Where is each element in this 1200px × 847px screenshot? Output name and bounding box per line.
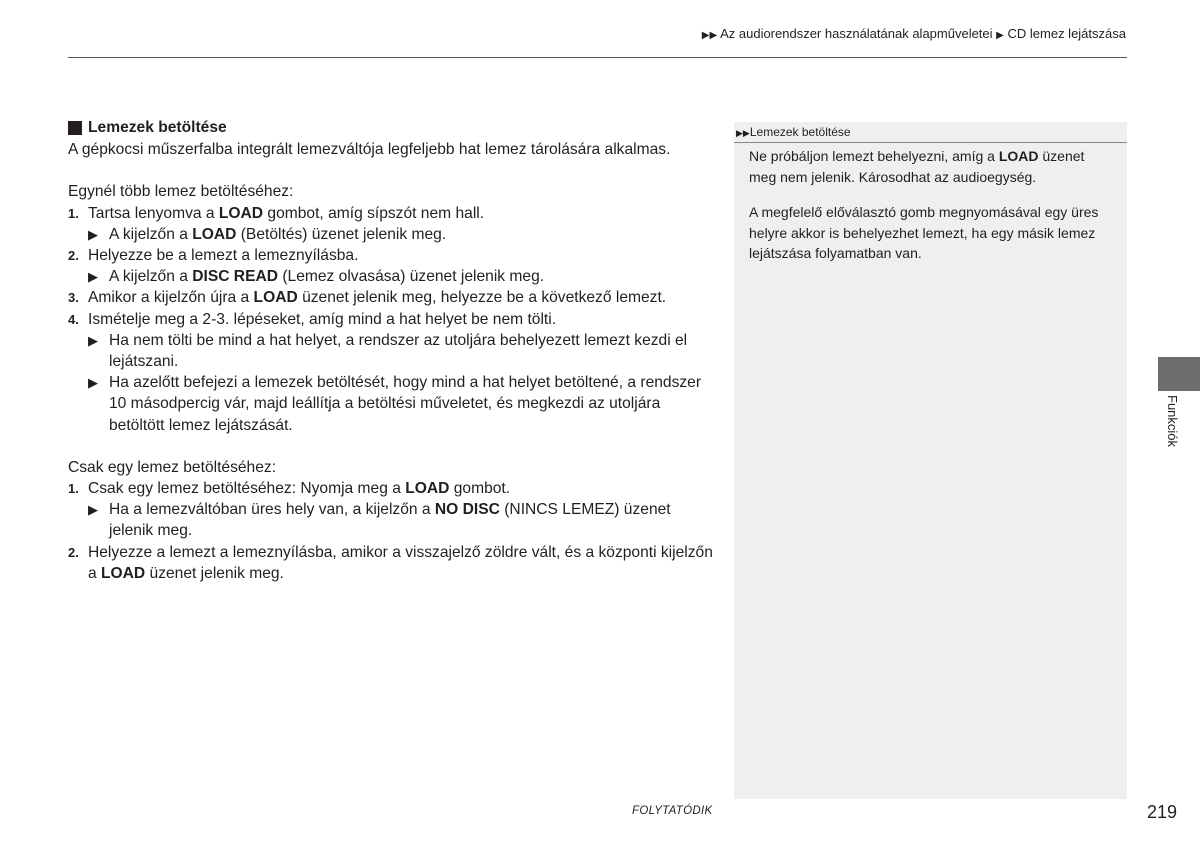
list-item: 1. Tartsa lenyomva a LOAD gombot, amíg sípszót nem hall. ▶ A kijelzőn a LOAD (Betöltés) üzenet jelenik meg. [68,203,718,245]
header-divider [68,57,1127,58]
chapter-label: Funkciók [1165,395,1180,448]
triangle-icon: ▶ [996,30,1004,41]
double-triangle-icon: ▶▶ [701,30,718,41]
list-item: 2. Helyezze a lemezt a lemeznyílásba, amikor a visszajelző zöldre vált, és a központi kijelzőn a LOAD üzenet jelenik meg. [68,543,713,582]
page-number: 219 [1147,802,1178,822]
reference-icon: ▶▶ [736,128,750,138]
arrow-icon: ▶ [88,226,98,242]
single-steps [68,478,718,584]
arrow-icon: ▶ [88,502,98,518]
sub-item: ▶ Ha a lemezváltóban üres hely van, a kijelzőn a NO DISC (NINCS LEMEZ) üzenet jelenik meg. [88,501,671,540]
sidebar-notes [734,122,1127,799]
list-item: 1. Csak egy lemez betöltéséhez: Nyomja meg a LOAD gombot. ▶ Ha a lemezváltóban üres hely van, a kijelzőn a NO DISC (NINCS LEMEZ) üzenet jelenik meg. [68,478,718,542]
arrow-icon: ▶ [88,332,98,348]
main-content [68,117,718,584]
sub-item: ▶ Ha azelőtt befejezi a lemezek betöltését, hogy mind a hat helyet betöltené, a rendszer 10 másodpercig vár, majd leállítja a betöltési műveletet, és megkezdi az utoljára betöltött lemez lejátszását. [88,374,702,434]
list-item: 2. Helyezze be a lemezt a lemeznyílásba. ▶ A kijelzőn a DISC READ (Lemez olvasása) üzenet jelenik meg. [68,245,718,287]
sub-item: ▶ Ha nem tölti be mind a hat helyet, a rendszer az utoljára behelyezett lemezt kezdi el lejátszani. [88,331,688,371]
breadcrumb [702,26,1126,41]
multi-steps [68,203,718,436]
list-item: 4. Ismételje meg a 2-3. lépéseket, amíg mind a hat helyet be nem tölti. ▶ Ha nem tölti be mind a hat helyet, a rendszer az utoljára behelyezett lemezt kezdi el lejátszani. ▶ Ha azelőtt befejezi a lemezek betöltését, hogy mind a hat helyet betöltené, a rendszer 10 másodpercig vár, majd leállítja a betöltési műveletet, és megkezdi az utoljára betöltött lemez lejátszását. [68,309,718,436]
sidebar-note: A megfelelő előválasztó gomb megnyomásával egy üres helyre akkor is behelyezhet lemezt, ha egy másik lemez lejátszása folyamatban van. [749,204,1099,261]
arrow-icon: ▶ [88,375,98,391]
continues-label: FOLYTATÓDIK [632,805,713,817]
arrow-icon: ▶ [88,269,98,285]
sidebar-header: ▶▶Lemezek betöltése [734,122,1127,143]
sidebar-note: Ne próbáljon lemezt behelyezni, amíg a LOAD üzenet meg nem jelenik. Károsodhat az audioegység. [749,148,1085,185]
section-title: Lemezek betöltése [68,117,718,138]
intro-text: A gépkocsi műszerfalba integrált lemezváltója legfeljebb hat lemez tárolására alkalmas. [68,141,671,159]
list-item: 3. Amikor a kijelzőn újra a LOAD üzenet jelenik meg, helyezze be a következő lemezt. [68,289,667,307]
chapter-tab [1158,357,1200,391]
single-heading: Csak egy lemez betöltéséhez: [68,458,277,476]
breadcrumb-part1: Az audiorendszer használatának alapműveletei [720,26,993,41]
multi-heading: Egynél több lemez betöltéséhez: [68,183,294,201]
sub-item: ▶ A kijelzőn a DISC READ (Lemez olvasása) üzenet jelenik meg. [88,266,718,287]
breadcrumb-part2: CD lemez lejátszása [1007,26,1126,41]
sub-item: ▶ A kijelzőn a LOAD (Betöltés) üzenet jelenik meg. [88,224,718,245]
square-bullet-icon [68,121,82,135]
